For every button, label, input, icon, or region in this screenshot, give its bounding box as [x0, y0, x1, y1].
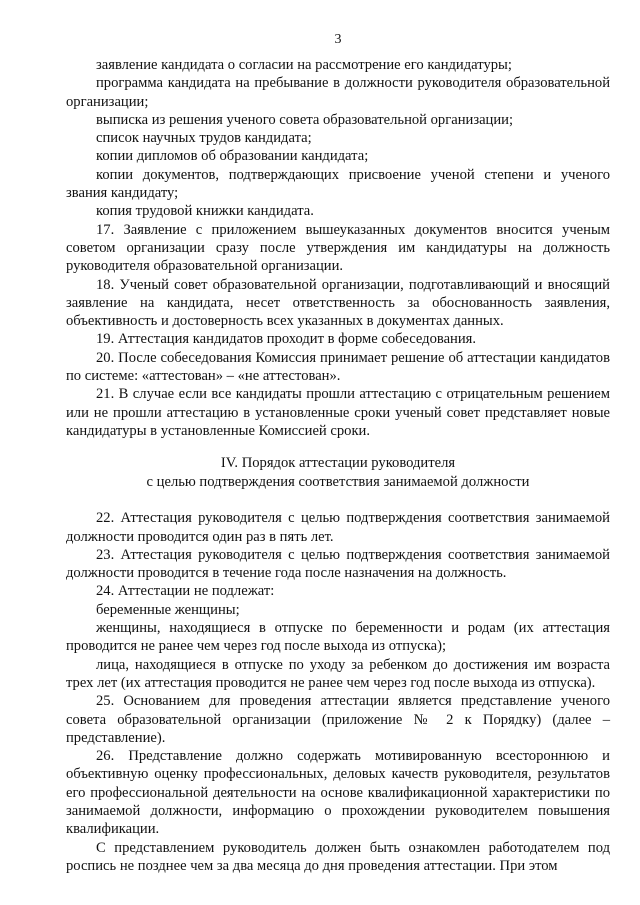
paragraph: копии дипломов об образовании кандидата;	[96, 148, 369, 165]
spacer	[66, 440, 610, 454]
paragraph: заявление кандидата о согласии на рассмотрение его кандидатуры;	[96, 57, 512, 73]
paragraph-25: 25. Основанием для проведения аттестации является представление ученого совета образовательной организации (приложение № 2 к Порядку) (далее – представление).	[66, 693, 610, 746]
paragraph: С представлением руководитель должен быть ознакомлен работодателем под роспись не позднее чем за два месяца до дня проведения аттестации. При этом	[66, 839, 610, 874]
paragraph-26: 26. Представление должно содержать мотивированную всестороннюю и объективную оценку профессиональных, деловых качеств руководителя, результатов его профессиональной деятельности на основе квалификационной характеристики по занимаемой должности, информацию о прохождении руководителем повышения квалификации.	[66, 748, 610, 838]
section-heading-line-1: IV. Порядок аттестации руководителя	[220, 455, 456, 472]
page-number: 3	[334, 32, 342, 47]
paragraph-23: 23. Аттестация руководителя с целью подтверждения соответствия занимаемой должности проводится в течение года после назначения на должность.	[66, 546, 610, 582]
paragraph-17: 17. Заявление с приложением вышеуказанных документов вносится ученым советом организации сразу после утверждения им кандидатуры на должность руководителя образовательной организации.	[66, 221, 610, 275]
paragraph: список научных трудов кандидата;	[96, 130, 312, 147]
paragraph: программа кандидата на пребывание в должности руководителя образовательной организации;	[66, 75, 610, 110]
paragraph-21: 21. В случае если все кандидаты прошли аттестацию с отрицательным решением или не прошли аттестацию в установленные сроки ученый совет представляет новые кандидатуры в установленные Комиссией сроки.	[66, 386, 610, 439]
paragraph-20: 20. После собеседования Комиссия принимает решение об аттестации кандидатов по системе: «аттестован» – «не аттестован».	[66, 349, 610, 385]
paragraph-19: 19. Аттестация кандидатов проходит в форме собеседования.	[96, 331, 477, 348]
paragraph-24: 24. Аттестации не подлежат:	[96, 583, 275, 600]
paragraph: выписка из решения ученого совета образовательной организации;	[96, 111, 514, 128]
paragraph: копии документов, подтверждающих присвоение ученой степени и ученого звания кандидату;	[66, 166, 610, 202]
paragraph: женщины, находящиеся в отпуске по беременности и родам (их аттестация проводится не ранее чем через год после выхода из отпуска);	[66, 620, 610, 655]
paragraph: беременные женщины;	[96, 601, 240, 618]
paragraph-18: 18. Ученый совет образовательной организации, подготавливающий и вносящий заявление на кандидата, несет ответственность за обоснованность заявления, объективность и достоверность всех указанных в документах данных.	[66, 276, 610, 330]
paragraph: копия трудовой книжки кандидата.	[96, 203, 314, 220]
paragraph-22: 22. Аттестация руководителя с целью подтверждения соответствия занимаемой должности проводится один раз в пять лет.	[66, 510, 610, 545]
paragraph: лица, находящиеся в отпуске по уходу за ребенком до достижения им возраста трех лет (их аттестация проводится не ранее чем через год после выхода из отпуска).	[66, 656, 610, 691]
spacer	[66, 492, 610, 509]
section-heading-line-2: с целью подтверждения соответствия занимаемой должности	[146, 474, 530, 491]
